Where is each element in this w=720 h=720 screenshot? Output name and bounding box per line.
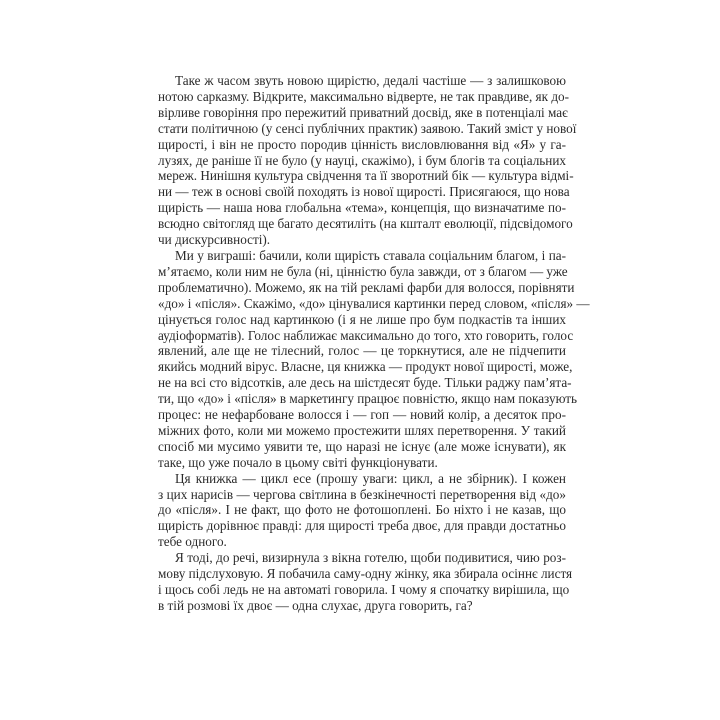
paragraph-1: [158, 73, 577, 248]
text-line: з цих нарисів — чергова світлина в безкінечності перетворення від «до»: [158, 486, 566, 502]
text-line: цінується голос над картинкою (і я не лише про бум подкастів та інших: [158, 311, 566, 327]
text-line: щирість — наша нова глобальна «тема», концепція, що визначатиме по-: [158, 200, 566, 216]
text-line: чи дискурсивності).: [158, 232, 271, 248]
text-line: процес: не нефарбоване волосся і — гоп — новий колір, а десяток про-: [158, 407, 566, 423]
text-line: щирість дорівнює правді: для щирості треба двоє, для правди достатньо: [158, 518, 566, 534]
paragraph-4: [158, 550, 573, 614]
text-line: Я тоді, до речі, визирнула з вікна готелю, щоби подивитися, чию роз-: [175, 550, 566, 566]
text-line: тебе одного.: [158, 534, 227, 550]
text-line: спосіб ми мусимо уявити те, що наразі не існує (але може існувати), як: [158, 438, 566, 454]
text-line: таке, що уже почало в цьому світі функціонувати.: [158, 454, 438, 470]
text-line: ни — теж в основі своїй походять із нової щирості. Присягаюся, що нова: [158, 184, 570, 200]
text-line: щирості, і він не просто породив цінність висловлювання від «Я» у га-: [158, 136, 566, 152]
text-line: в тій розмові їх двоє — одна слухає, друга говорить, га?: [158, 597, 473, 613]
text-line: нотою сарказму. Відкрите, максимально відверте, не так правдиве, як до-: [158, 88, 570, 104]
text-line: м’ятаємо, коли ним не була (ні, цінністю була завжди, от з благом — уже: [158, 263, 568, 279]
text-line: явлений, але ще не тілесний, голос — це торкнутися, але не підчепити: [158, 343, 566, 359]
document-page: [158, 73, 590, 614]
text-line: лузях, де раніше її не було (у науці, скажімо), і бум блогів та соціальних: [158, 152, 566, 168]
text-line: Таке ж часом звуть новою щирістю, дедалі частіше — з залишковою: [175, 73, 566, 88]
text-line: ти, що «до» і «після» в маркетингу працює повністю, якщо нам показують: [158, 391, 578, 407]
text-line: Ця книжка — цикл есе (прошу уваги: цикл, а не збірник). І кожен: [175, 470, 566, 486]
text-line: міжних фото, коли ми можемо простежити шлях перетворення. У такий: [158, 422, 566, 438]
paragraph-3: [158, 471, 566, 551]
text-line: не на всі сто відсотків, але десь на шістдесят буде. Тільки раджу пам’ята-: [158, 375, 572, 391]
text-line: стати політичною (у сенсі публічних практик) заявою. Такий зміст у нової: [158, 120, 577, 136]
text-line: Ми у виграші: бачили, коли щирість ставала соціальним благом, і па-: [175, 247, 566, 263]
text-line: всюдно світогляд ще багато десятиліть (на кшталт еволюції, підсвідомого: [158, 216, 573, 232]
paragraph-2: [158, 247, 590, 471]
text-line: до «після». І не факт, що фото не фотошоплені. Бо ніхто і не казав, що: [158, 502, 566, 518]
text-line: аудіоформатів). Голос наближає максимально до того, хто говорить, голос: [158, 327, 574, 343]
text-line: проблематично). Можемо, як на тій рекламі фарби для волосся, порівняти: [158, 279, 575, 295]
text-line: мову підслуховую. Я побачила саму-одну жінку, яка збирала осіннє листя: [158, 566, 573, 582]
text-line: вірливе говоріння про пережитий приватний досвід, яке в потенціалі має: [158, 104, 568, 120]
text-line: «до» і «після». Скажімо, «до» цінувалися картинки перед словом, «після» —: [158, 295, 590, 311]
text-line: якийсь модний вірус. Власне, ця книжка — продукт нової щирості, може,: [158, 359, 573, 375]
text-line: мереж. Нинішня культура свідчення та її зворотний бік — культура відмі-: [158, 168, 574, 184]
text-line: і щось собі ледь не на автоматі говорила. І чому я спочатку вирішила, що: [158, 582, 570, 597]
